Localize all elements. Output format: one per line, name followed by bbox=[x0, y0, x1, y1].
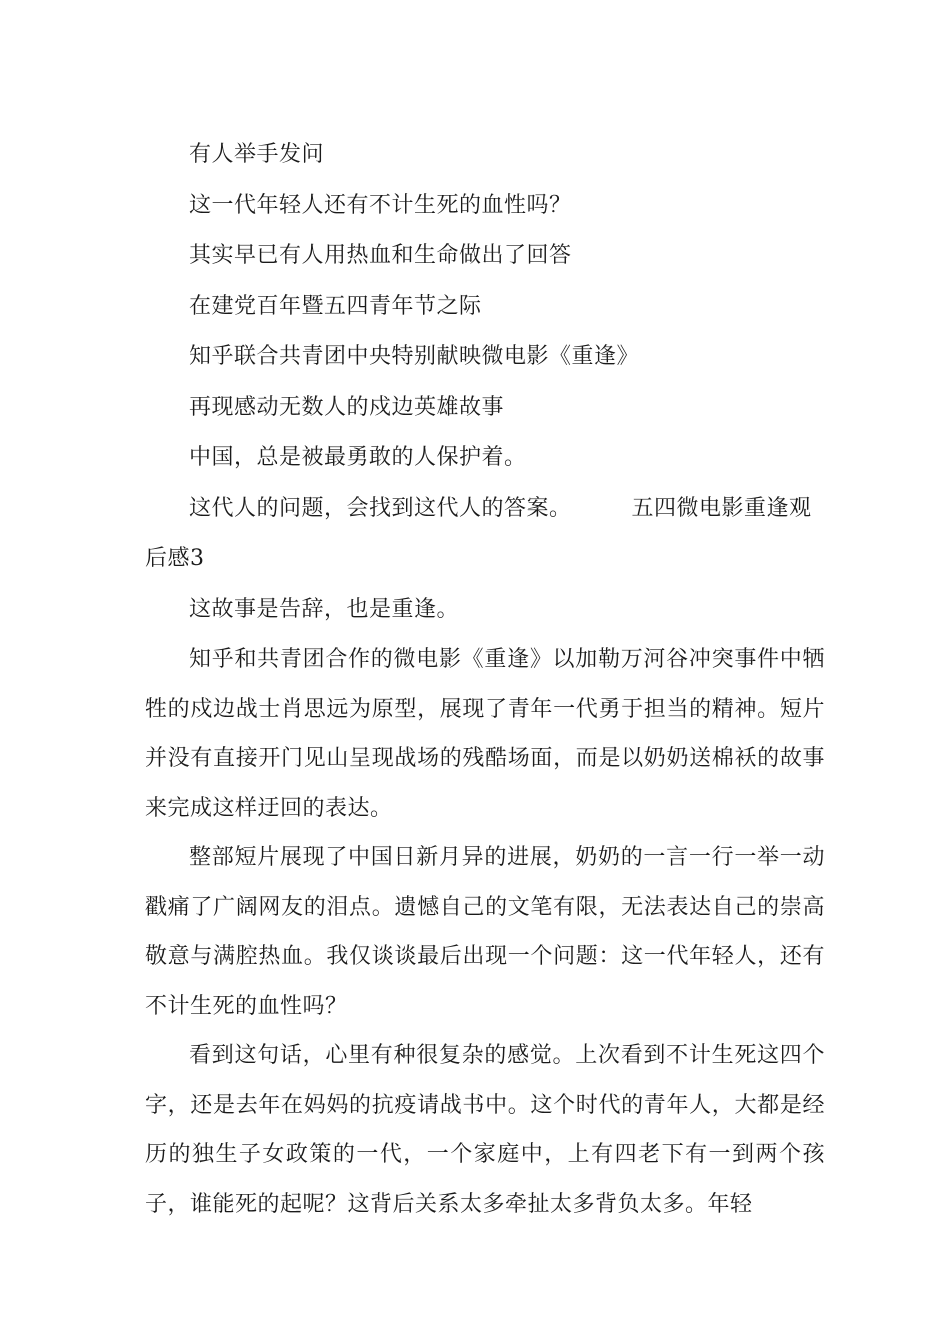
section-heading-continued: 后感3 bbox=[145, 546, 205, 571]
text-line: 其实早已有人用热血和生命做出了回答 bbox=[189, 243, 572, 268]
text-line: 中国，总是被最勇敢的人保护着。 bbox=[189, 445, 527, 470]
text-line: 再现感动无数人的戍边英雄故事 bbox=[189, 394, 505, 420]
closing-line-with-heading bbox=[145, 484, 825, 535]
closing-line: 这代人的问题，会找到这代人的答案。 bbox=[189, 495, 572, 521]
text-line: 知乎联合共青团中央特别献映微电影《重逢》 bbox=[189, 344, 640, 369]
text-line: 这一代年轻人还有不计生死的血性吗？ bbox=[189, 192, 572, 218]
text-line: 有人举手发问 bbox=[189, 142, 325, 167]
paragraph: 看到这句话，心里有种很复杂的感觉。上次看到不计生死这四个字，还是去年在妈妈的抗疫请战书中。这个时代的青年人，大都是经历的独生子女政策的一代，一个家庭中，上有四老下有一到两个孩子，谁能死的起呢？这背后关系太多牵扯太多背负太多。年轻 bbox=[145, 1043, 825, 1217]
section-heading: 五四微电影重逢观 bbox=[631, 495, 812, 521]
paragraph: 整部短片展现了中国日新月异的进展，奶奶的一言一行一举一动戳痛了广阔网友的泪点。遗憾自己的文笔有限，无法表达自己的崇高敬意与满腔热血。我仅谈谈最后出现一个问题：这一代年轻人，还有不计生死的血性吗？ bbox=[145, 845, 825, 1019]
text-line: 在建党百年暨五四青年节之际 bbox=[189, 293, 482, 319]
paragraph: 知乎和共青团合作的微电影《重逢》以加勒万河谷冲突事件中牺牲的戍边战士肖思远为原型，展现了青年一代勇于担当的精神。短片并没有直接开门见山呈现战场的残酷场面，而是以奶奶送棉袄的故事来完成这样迂回的表达。 bbox=[145, 647, 825, 821]
document-body bbox=[145, 130, 825, 1229]
text-line: 这故事是告辞，也是重逢。 bbox=[189, 596, 460, 622]
